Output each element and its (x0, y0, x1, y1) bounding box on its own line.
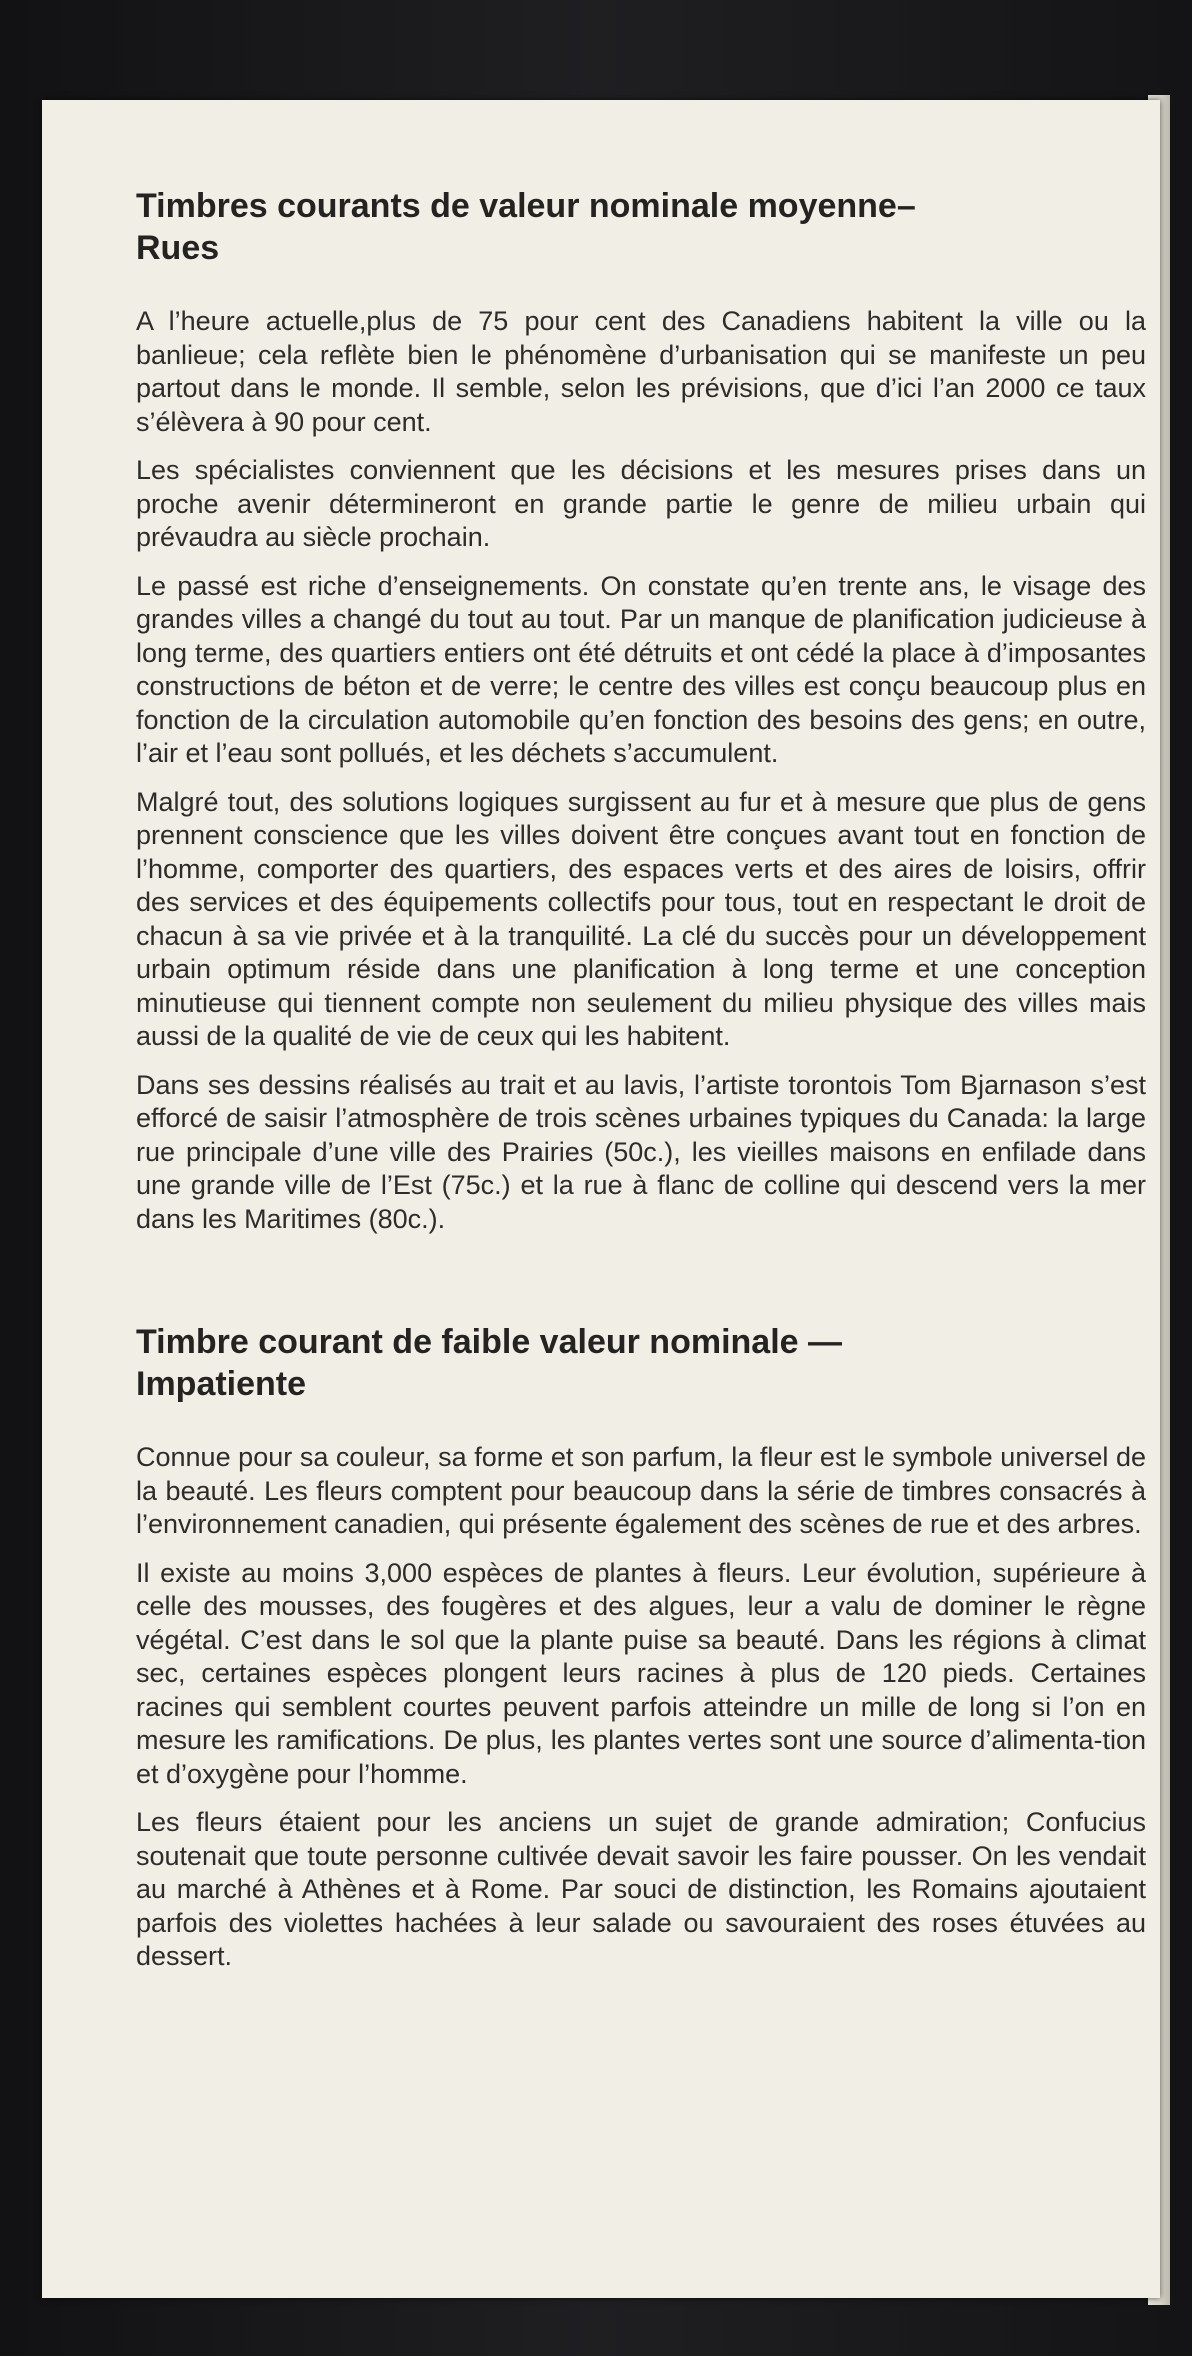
paragraph: Malgré tout, des solutions logiques surgissent au fur et à mesure que plus de gens prennent conscience que les villes doivent être conçues avant tout en fonction de l’homme, comporter des quartiers, des espaces verts et des aires de loisirs, offrir des services et des équipements collectifs pour tous, tout en respectant le droit de chacun à sa vie privée et à la tranquilité. La clé du succès pour un développement urbain optimum réside dans une planification à long terme et une conception minutieuse qui tiennent compte non seulement du milieu physique des villes mais aussi de la qualité de vie de ceux qui les habitent. (136, 786, 1146, 1051)
paragraph: Il existe au moins 3,000 espèces de plantes à fleurs. Leur évolution, supérieure à celle des mousses, des fougères et des algues, leur a valu de dominer le règne végétal. C’est dans le sol que la plante puise sa beauté. Dans les régions à climat sec, certaines espèces plongent leurs racines à plus de 120 pieds. Certaines racines qui semblent courtes peuvent parfois atteindre un mille de long si l’on en mesure les ramifications. De plus, les plantes vertes sont une source d’alimenta-tion et d’oxygène pour l’homme. (136, 1557, 1146, 1789)
paragraph: Dans ses dessins réalisés au trait et au lavis, l’artiste torontois Tom Bjarnason s’est efforcé de saisir l’atmosphère de trois scènes urbaines typiques du Canada: la large rue principale d’une ville des Prairies (50c.), les vieilles maisons en enfilade dans une grande ville de l’Est (75c.) et la rue à flanc de colline qui descend vers la mer dans les Maritimes (80c.). (136, 1069, 1146, 1234)
section-title-rues: Timbres courants de valeur nominale moyenne–Rues (136, 187, 916, 267)
section-title-impatiente: Timbre courant de faible valeur nominale — Impatiente (136, 1323, 842, 1403)
paragraph: Les fleurs étaient pour les anciens un sujet de grande admiration; Confucius soutenait que toute personne cultivée devait savoir les faire pousser. On les vendait au marché à Athènes et à Rome. Par souci de distinction, les Romains ajoutaient parfois des violettes hachées à leur salade ou savouraient des roses étuvées au dessert. (136, 1807, 1146, 1971)
paragraph: Les spécialistes conviennent que les décisions et les mesures prises dans un proche avenir détermineront en grande partie le genre de milieu urbain qui prévaudra au siècle prochain. (136, 455, 1146, 552)
page-content (136, 185, 1146, 1989)
section-impatiente (136, 1321, 1146, 1974)
paragraph: Connue pour sa couleur, sa forme et son parfum, la fleur est le symbole universel de la beauté. Les fleurs comptent pour beaucoup dans la série de timbres consacrés à l’environnement canadien, qui présente également des scènes de rue et des arbres. (136, 1442, 1146, 1539)
section-rues (136, 185, 1146, 1236)
paragraph: A l’heure actuelle,plus de 75 pour cent des Canadiens habitent la ville ou la banlieue; cela reflète bien le phénomène d’urbanisation qui se manifeste un peu partout dans le monde. Il semble, selon les prévisions, que d’ici l’an 2000 ce taux s’élèvera à 90 pour cent. (136, 306, 1146, 437)
paragraph: Le passé est riche d’enseignements. On constate qu’en trente ans, le visage des grandes villes a changé du tout au tout. Par un manque de planification judicieuse à long terme, des quartiers entiers ont été détruits et ont cédé la place à d’imposantes constructions de béton et de verre; le centre des villes est conçu beaucoup plus en fonction de la circulation automobile qu’en fonction des besoins des gens; en outre, l’air et l’eau sont pollués, et les déchets s’accumulent. (136, 570, 1146, 768)
